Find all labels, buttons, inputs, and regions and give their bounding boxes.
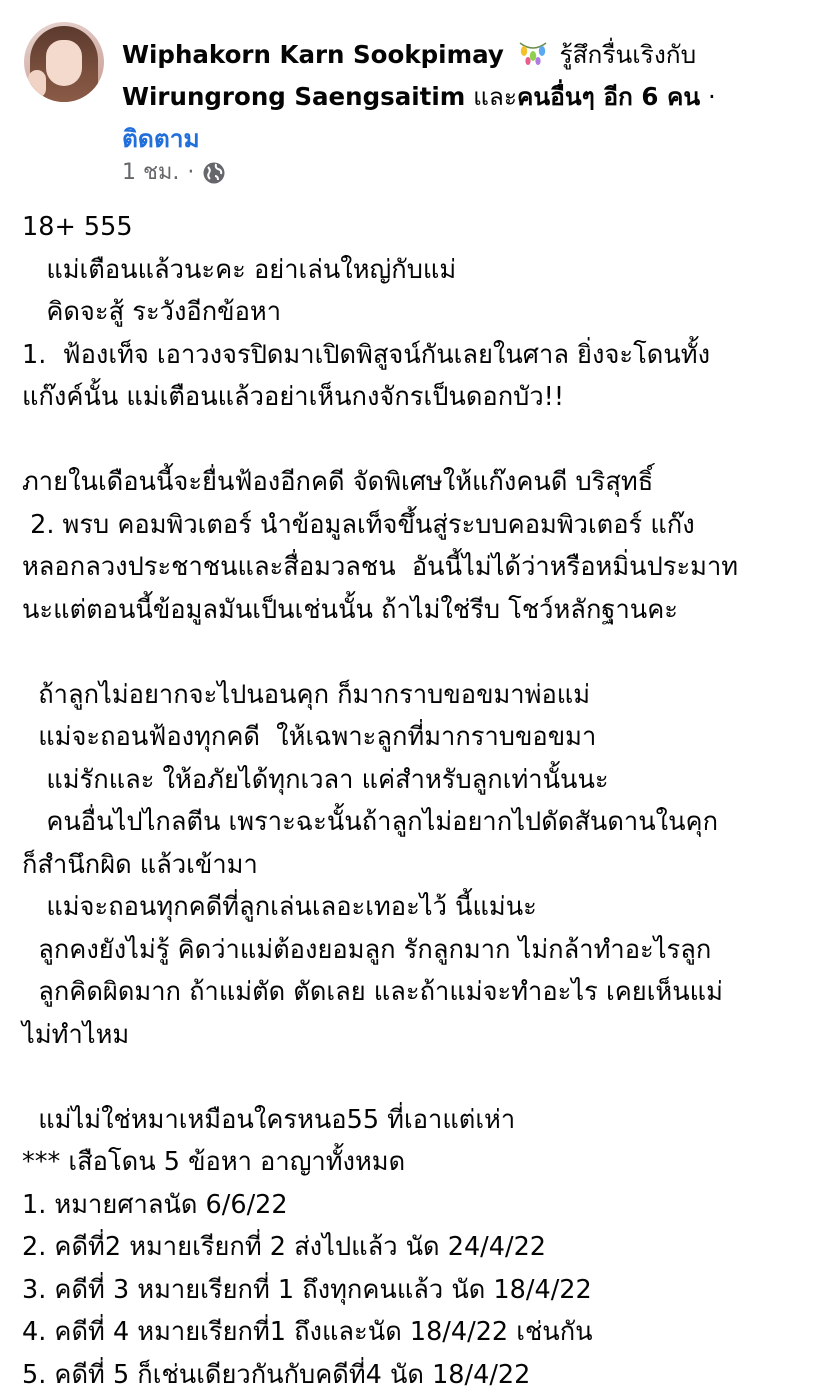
post-text-line: 1. ฟ้องเท็จ เอาวงจรปิดมาเปิดพิสูจน์กันเลยในศาล ยิ่งจะโดนทั้ง: [22, 334, 812, 377]
post-text-line: 18+ 555: [22, 206, 812, 249]
post-text-line: ถ้าลูกไม่อยากจะไปนอนคุก ก็มากราบขอขมาพ่อแม่: [22, 674, 812, 717]
post-text-line: ภายในเดือนนี้จะยื่นฟ้องอีกคดี จัดพิเศษให้แก๊งคนดี บริสุทธิ์: [22, 461, 812, 504]
post-text-line: ลูกคงยังไม่รู้ คิดว่าแม่ต้องยอมลูก รักลูกมาก ไม่กล้าทำอะไรลูก: [22, 929, 812, 972]
post-text-line: คนอื่นไปไกลตีน เพราะฉะนั้นถ้าลูกไม่อยากไปดัดสันดานในคุก: [22, 801, 812, 844]
post-text-line: *** เสือโดน 5 ข้อหา อาญาทั้งหมด: [22, 1141, 812, 1184]
post-text-line: แม่เตือนแล้วนะคะ อย่าเล่นใหญ่กับแม่: [22, 249, 812, 292]
others-link[interactable]: คนอื่นๆ อีก 6 คน: [517, 82, 700, 111]
post-text-line: 2. คดีที่2 หมายเรียกที่ 2 ส่งไปแล้ว นัด 24/4/22: [22, 1226, 812, 1269]
post-text-line: แม่รักและ ให้อภัยได้ทุกเวลา แค่สำหรับลูกเท่านั้นนะ: [22, 759, 812, 802]
follow-button[interactable]: ติดตาม: [122, 124, 200, 153]
post-text-line: หลอกลวงประชาชนและสื่อมวลชน อันนี้ไม่ได้ว่าหรือหมิ่นประมาท: [22, 546, 812, 589]
post-header-text: [122, 34, 812, 160]
meta-separator: ·: [187, 158, 194, 188]
blank-line: [22, 631, 812, 674]
post-text-line: 4. คดีที่ 4 หมายเรียกที่1 ถึงและนัด 18/4/22 เช่นกัน: [22, 1311, 812, 1354]
post-text-line: ไม่ทำไหม: [22, 1014, 812, 1057]
post-time[interactable]: 1 ชม.: [122, 158, 179, 188]
globe-icon[interactable]: [202, 161, 226, 185]
post-text-line: คิดจะสู้ ระวังอีกข้อหา: [22, 291, 812, 334]
feeling-text: รู้สึกรื่นเริงกับ: [559, 40, 696, 69]
post-text-line: นะแต่ตอนนี้ข้อมูลมันเป็นเช่นนั้น ถ้าไม่ใช่รีบ โชว์หลักฐานคะ: [22, 589, 812, 632]
author-name[interactable]: Wiphakorn Karn Sookpimay: [122, 40, 504, 69]
post-meta: [122, 158, 226, 188]
and-text: และ: [473, 82, 517, 111]
post-text-line: แก๊งค์นั้น แม่เตือนแล้วอย่าเห็นกงจักรเป็นดอกบัว!!: [22, 376, 812, 419]
post-text-line: 5. คดีที่ 5 ก็เช่นเดียวกันกับคดีที่4 นัด 18/4/22: [22, 1354, 812, 1396]
post-text-line: ก็สำนึกผิด แล้วเข้ามา: [22, 844, 812, 887]
post-text-line: 3. คดีที่ 3 หมายเรียกที่ 1 ถึงทุกคนแล้ว นัด 18/4/22: [22, 1269, 812, 1312]
header-separator: ·: [708, 82, 716, 111]
post-text-line: 2. พรบ คอมพิวเตอร์ นำข้อมูลเท็จขึ้นสู่ระบบคอมพิวเตอร์ แก๊ง: [22, 504, 812, 547]
post-text-line: แม่จะถอนทุกคดีที่ลูกเล่นเลอะเทอะไว้ นี้แม่นะ: [22, 886, 812, 929]
blank-line: [22, 1056, 812, 1099]
party-lights-icon: [518, 39, 548, 67]
post-text-line: แม่ไม่ใช่หมาเหมือนใครหนอ55 ที่เอาแต่เห่า: [22, 1099, 812, 1142]
post-body: [22, 206, 812, 1396]
tagged-person[interactable]: Wirungrong Saengsaitim: [122, 82, 465, 111]
post-text-line: ลูกคิดผิดมาก ถ้าแม่ตัด ตัดเลย และถ้าแม่จะทำอะไร เคยเห็นแม่: [22, 971, 812, 1014]
author-avatar[interactable]: [24, 22, 104, 102]
avatar-hand: [28, 70, 46, 98]
avatar-face: [46, 40, 82, 86]
blank-line: [22, 419, 812, 462]
post-text-line: 1. หมายศาลนัด 6/6/22: [22, 1184, 812, 1227]
post-text-line: แม่จะถอนฟ้องทุกคดี ให้เฉพาะลูกที่มากราบขอขมา: [22, 716, 812, 759]
